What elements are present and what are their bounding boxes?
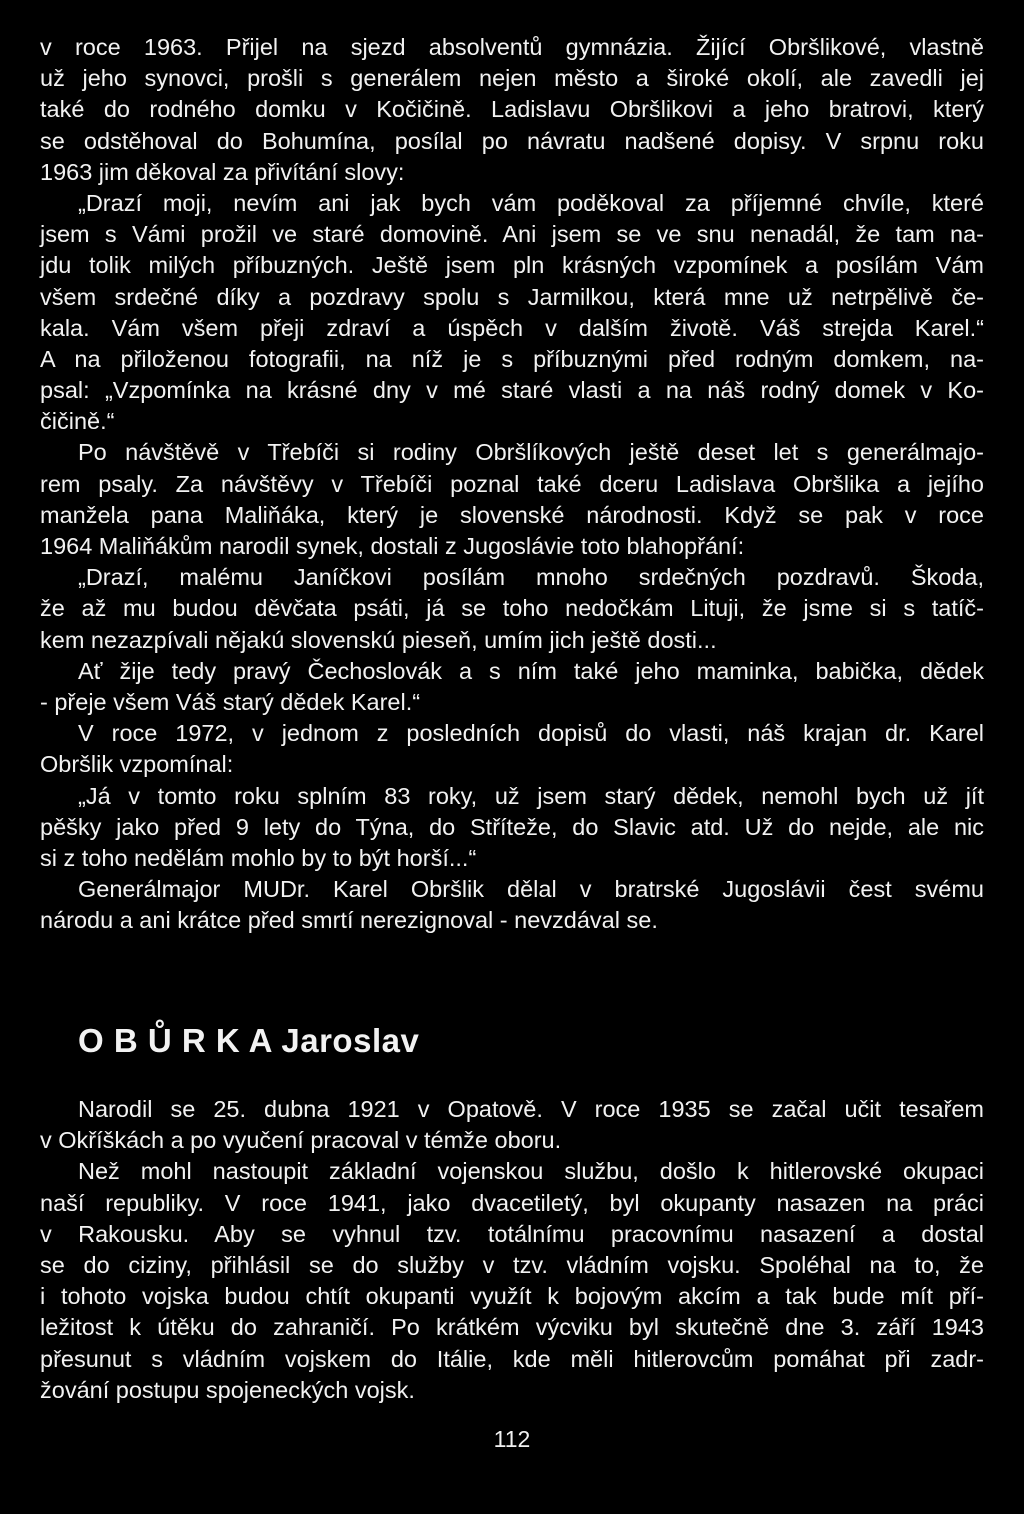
text-line: už jeho synovci, prošli s generálem nejen město a široké okolí, ale zavedli jej [40,65,984,92]
text-line: pěšky jako před 9 lety do Týna, do Stříteže, do Slavic atd. Už do nejde, ale nic [40,813,984,840]
text-line: se do ciziny, přihlásil se do služby v tzv. vládním vojsku. Spoléhal na to, že [40,1251,984,1278]
text-line: „Drazí, malému Janíčkovi posílám mnoho srdečných pozdravů. Škoda, [78,564,984,591]
text-line: také do rodného domku v Kočičině. Ladislavu Obršlikovi a jeho bratrovi, který [40,96,984,123]
text-line: psal: „Vzpomínka na krásné dny v mé staré vlasti a na náš rodný domek v Ko- [40,377,984,404]
text-line: že až mu budou děvčata psáti, já se toho nedočkám Lituji, že jsme si s tatíč- [40,595,984,622]
text-line: 1963 jim děkoval za přivítání slovy: [40,158,405,185]
text-line: přesunut s vládním vojskem do Itálie, kde měli hitlerovcům pomáhat při zadr- [40,1345,984,1372]
text-line: Obršlik vzpomínal: [40,751,234,778]
biography-text [40,1094,984,1406]
text-line: rem psaly. Za návštěvy v Třebíči poznal také dceru Ladislava Obršlika a jejího [40,470,984,497]
text-line: 1964 Maliňákům narodil synek, dostali z Jugoslávie toto blahopřání: [40,533,745,559]
text-line: „Drazí moji, nevím ani jak bych vám poděkoval za příjemné chvíle, které [78,189,984,216]
text-line: A na přiloženou fotografii, na níž je s příbuznými před rodným domkem, na- [40,345,984,372]
section-heading: O B Ů R K A Jaroslav [78,1022,420,1059]
text-line: se odstěhoval do Bohumína, posílal po návratu nadšené dopisy. V srpnu roku [40,127,984,154]
text-line: Narodil se 25. dubna 1921 v Opatově. V roce 1935 se začal učit tesařem [78,1096,984,1122]
text-line: - přeje všem Váš starý dědek Karel.“ [40,688,421,715]
text-line: kala. Vám všem přeji zdraví a úspěch v dalším životě. Váš strejda Karel.“ [40,314,984,341]
text-line: Po návštěvě v Třebíči si rodiny Obršlíkových ještě deset let s generálmajo- [78,439,984,466]
text-line: v Okříškách a po vyučení pracoval v témže oboru. [40,1127,562,1154]
text-line: národu a ani krátce před smrtí nerezignoval - nevzdával se. [40,907,658,934]
text-line: si z toho nedělám mohlo by to být horší...“ [40,844,477,871]
text-line: žování postupu spojeneckých vojsk. [40,1376,415,1403]
text-line: jdu tolik milých příbuzných. Ještě jsem pln krásných vzpomínek a posílám Vám [40,252,984,279]
text-line: všem srdečné díky a pozdravy spolu s Jarmilkou, která mne už netrpělivě če- [40,283,984,310]
text-line: jsem s Vámi prožil ve staré domovině. Ani jsem se ve snu nenadál, že tam na- [40,221,984,248]
text-line: Generálmajor MUDr. Karel Obršlik dělal v bratrské Jugoslávii čest svému [78,876,984,903]
text-line: manžela pana Maliňáka, který je slovenské národnosti. Když se pak v roce [40,501,984,528]
text-line: v roce 1963. Přijel na sjezd absolventů gymnázia. Žijící Obršlikové, vlastně [40,34,984,60]
page-number: 112 [493,1426,531,1452]
text-line: ležitost k útěku do zahraničí. Po krátkém výcviku byl skutečně dne 3. září 1943 [40,1314,984,1341]
text-line: i tohoto vojska budou chtít okupanti využít k bojovým akcím a tak bude mít pří- [40,1283,984,1310]
text-line: Než mohl nastoupit základní vojenskou službu, došlo k hitlerovské okupaci [78,1158,984,1185]
text-line: naší republiky. V roce 1941, jako dvacetiletý, byl okupanty nasazen na práci [40,1189,984,1216]
text-line: Ať žije tedy pravý Čechoslovák a s ním také jeho maminka, babička, dědek [78,657,984,684]
biography-continuation-text [40,32,984,936]
text-line: „Já v tomto roku splním 83 roky, už jsem starý dědek, nemohl bych už jít [78,782,984,809]
text-line: V roce 1972, v jednom z posledních dopisů do vlasti, náš krajan dr. Karel [78,720,984,747]
text-line: v Rakousku. Aby se vyhnul tzv. totálnímu pracovnímu nasazení a dostal [40,1220,984,1247]
text-line: čičině.“ [40,408,115,435]
text-line: kem nezazpívali nějakú slovenskú pieseň, umím jich ještě dosti... [40,626,717,653]
